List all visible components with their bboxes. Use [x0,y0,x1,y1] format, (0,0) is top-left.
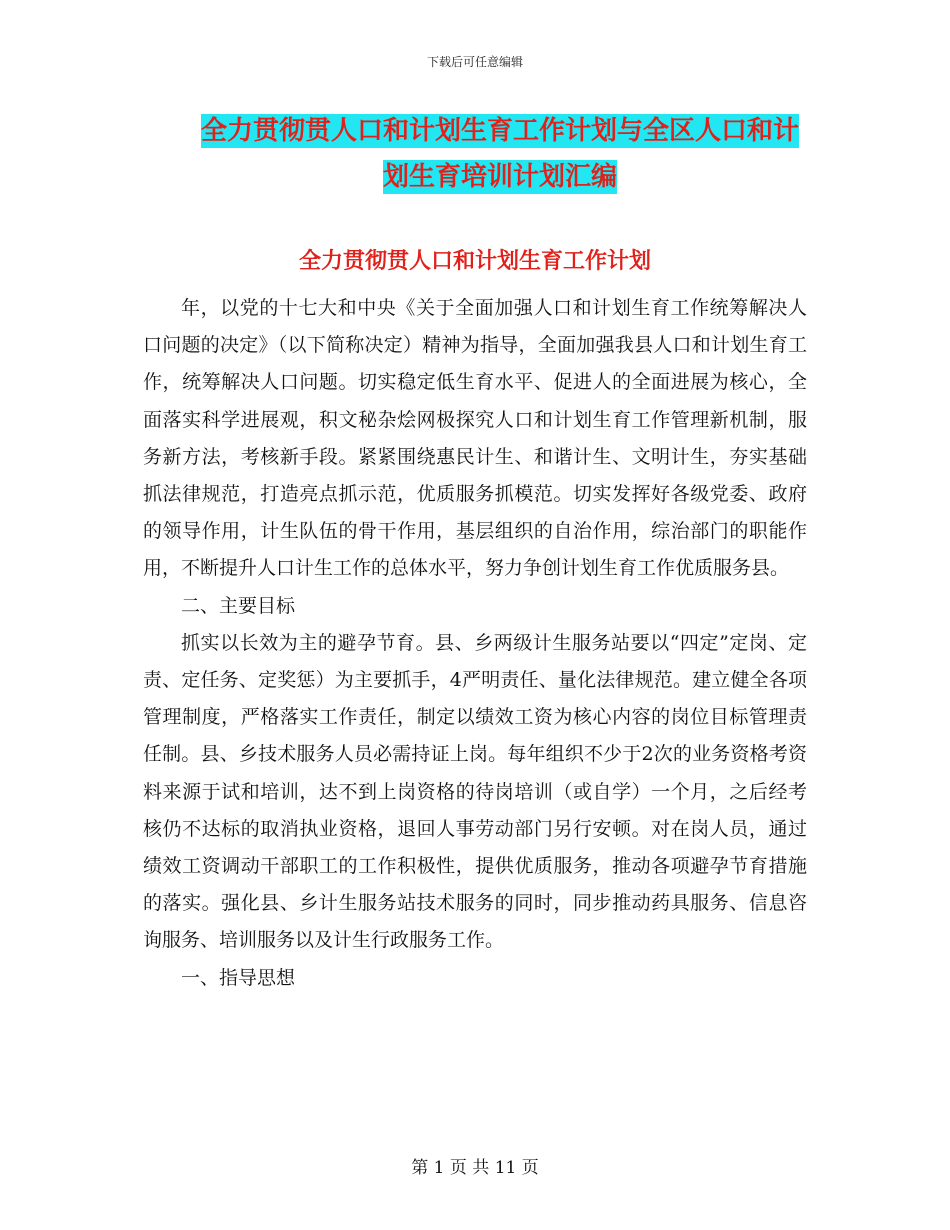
document-title [140,108,860,200]
paragraph-contraception: 抓实以长效为主的避孕节育。县、乡两级计生服务站要以“四定”定岗、定责、定任务、定奖惩）为主要抓手，4严明责任、量化法律规范。建立健全各项管理制度，严格落实工作责任，制定以绩效工资为核心内容的岗位目标管理责任制。县、乡技术服务人员必需持证上岗。每年组织不少于2次的业务资格考资料来源于试和培训，达不到上岗资格的待岗培训（或自学）一个月，之后经考核仍不达标的取消执业资格，退回人事劳动部门另行安顿。对在岗人员，通过绩效工资调动干部职工的工作积极性，提供优质服务，推动各项避孕节育措施的落实。强化县、乡计生服务站技术服务的同时，同步推动药具服务、信息咨询服务、培训服务以及计生行政服务工作。 [143,631,807,952]
document-title-line-2: 划生育培训计划汇编 [382,162,617,192]
heading-main-goals: 二、主要目标 [181,594,296,617]
heading-guiding-ideology: 一、指导思想 [181,966,296,989]
paragraph-intro: 年，以党的十七大和中央《关于全面加强人口和计划生育工作统筹解决人口问题的决定》（以下简称决定）精神为指导，全面加强我县人口和计划生育工作，统筹解决人口问题。切实稳定低生育水平、促进人的全面进展为核心，全面落实科学进展观，积文秘杂烩网极探究人口和计划生育工作管理新机制，服务新方法，考核新手段。紧紧围绕惠民计生、和谐计生、文明计生，夯实基础抓法律规范，打造亮点抓示范，优质服务抓模范。切实发挥好各级党委、政府的领导作用，计生队伍的骨干作用，基层组织的自治作用，综治部门的职能作用，不断提升人口计生工作的总体水平，努力争创计划生育工作优质服务县。 [143,297,807,580]
document-title-line-1: 全力贯彻贯人口和计划生育工作计划与全区人口和计 [200,116,799,146]
section-title: 全力贯彻贯人口和计划生育工作计划 [298,249,651,274]
header-note: 下载后可任意编辑 [426,55,523,69]
page-footer: 第 1 页 共 11 页 [411,1158,539,1178]
document-body [143,290,807,997]
